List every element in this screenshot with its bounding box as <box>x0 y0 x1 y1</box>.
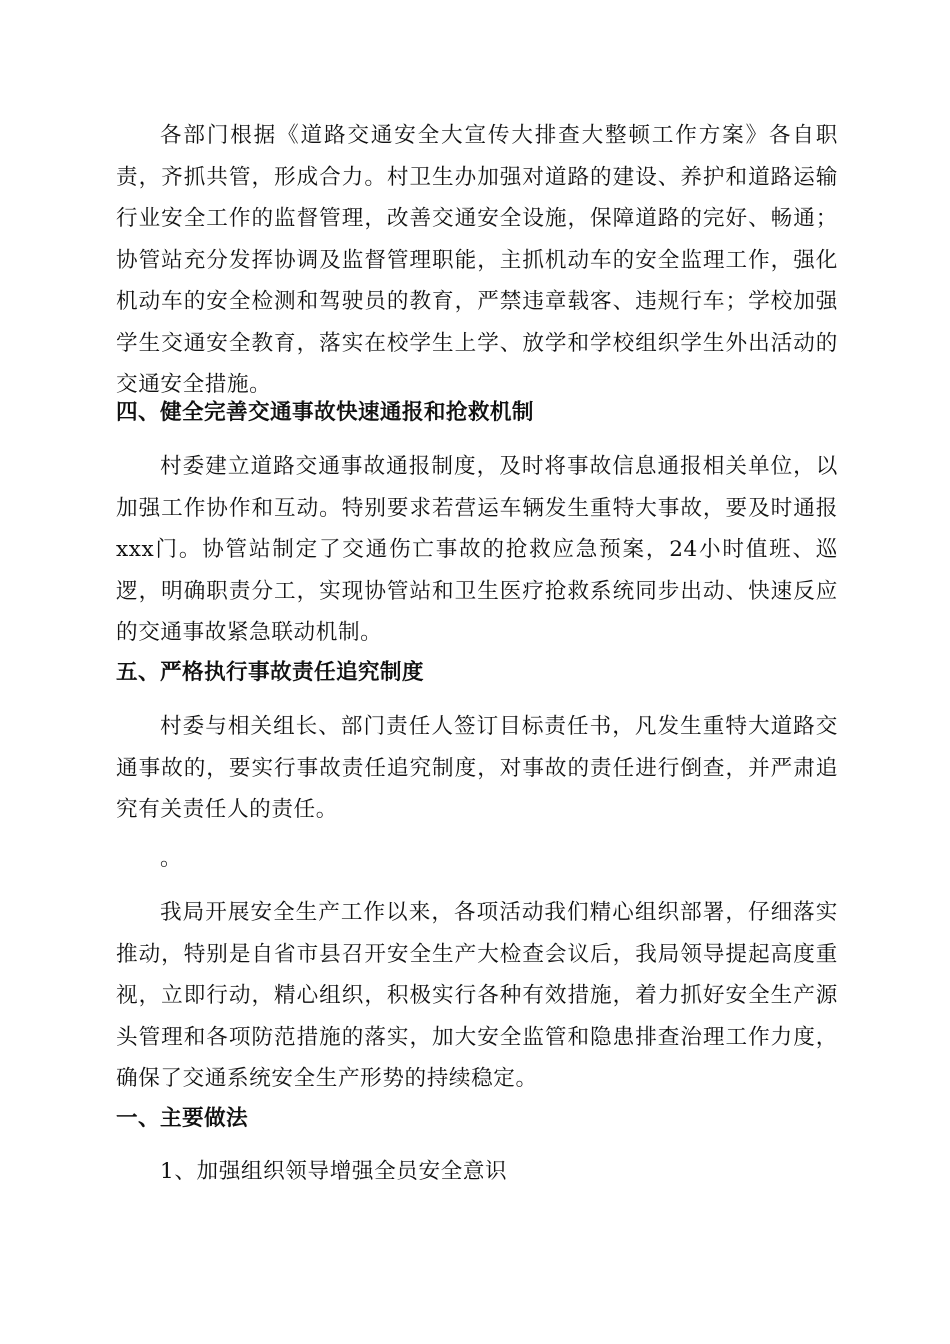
paragraph-bureau-safety-work: 我局开展安全生产工作以来，各项活动我们精心组织部署，仔细落实推动，特别是自省市县召开安全生产大检查会议后，我局领导提起高度重视，立即行动，精心组织，积极实行各种有效措施，着力抓好安全生产源头管理和各项防范措施的落实，加大安全监管和隐患排查治理工作力度，确保了交通系统安全生产形势的持续稳定。 <box>116 900 838 1091</box>
paragraph-period: 。 <box>160 846 183 871</box>
section-heading-main-practices: 一、主要做法 <box>116 1106 248 1131</box>
paragraph-accountability: 村委与相关组长、部门责任人签订目标责任书，凡发生重特大道路交通事故的，要实行事故责任追究制度，对事故的责任进行倒查，并严肃追究有关责任人的责任。 <box>116 714 838 822</box>
section-heading-accident-reporting: 四、健全完善交通事故快速通报和抢救机制 <box>116 400 534 425</box>
section-heading-accountability: 五、严格执行事故责任追究制度 <box>116 660 424 685</box>
paragraph-accident-reporting: 村委建立道路交通事故通报制度，及时将事故信息通报相关单位，以加强工作协作和互动。特别要求若营运车辆发生重特大事故，要及时通报xxx门。协管站制定了交通伤亡事故的抢救应急预案，24小时值班、巡逻，明确职责分工，实现协管站和卫生医疗抢救系统同步出动、快速反应的交通事故紧急联动机制。 <box>116 454 838 645</box>
paragraph-departments-responsibilities: 各部门根据《道路交通安全大宣传大排查大整顿工作方案》各自职责，齐抓共管，形成合力。村卫生办加强对道路的建设、养护和道路运输行业安全工作的监督管理，改善交通安全设施，保障道路的完好、畅通；协管站充分发挥协调及监督管理职能，主抓机动车的安全监理工作，强化机动车的安全检测和驾驶员的教育，严禁违章载客、违规行车；学校加强学生交通安全教育，落实在校学生上学、放学和学校组织学生外出活动的交通安全措施。 <box>116 123 838 397</box>
list-item-organization-leadership: 1、加强组织领导增强全员安全意识 <box>160 1159 508 1184</box>
